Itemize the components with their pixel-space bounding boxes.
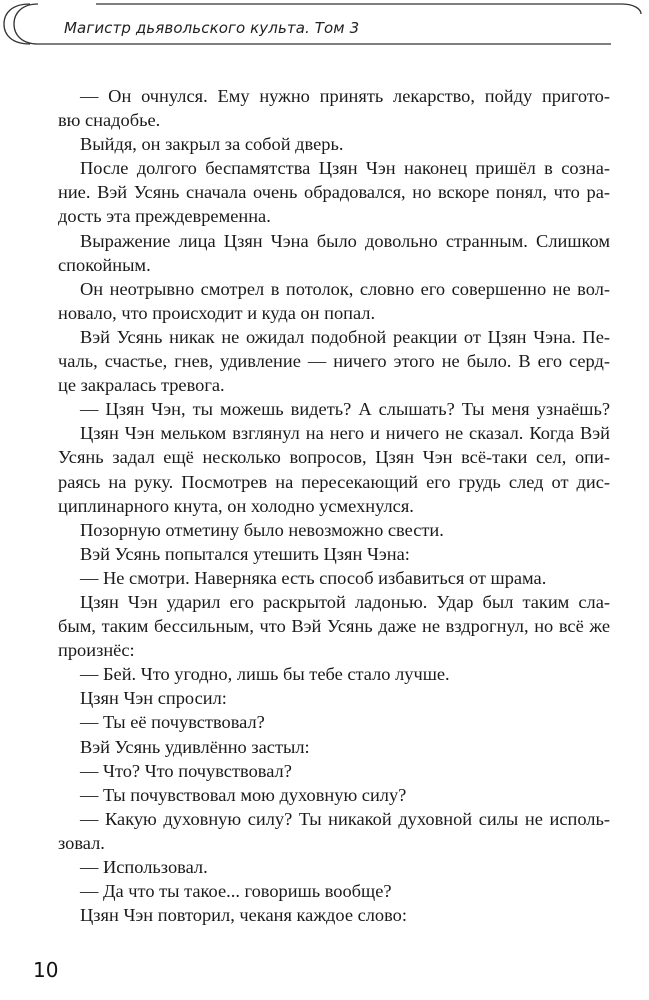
running-title: Магистр дьявольского культа. Том 3 xyxy=(64,19,360,37)
text-line: Выйдя, он закрыл за собой дверь. xyxy=(80,134,344,155)
text-line: — Не смотри. Наверняка есть способ избавиться от шрама. xyxy=(80,567,547,588)
text-line: Цзян Чэн повторил, чеканя каждое слово: xyxy=(80,905,407,926)
text-line: Цзян Чэн спросил: xyxy=(80,688,227,709)
text-line: циплинарного кнута, он холодно усмехнулся. xyxy=(58,495,414,516)
text-line: — Бей. Что угодно, лишь бы тебе стало лучше. xyxy=(80,664,450,685)
text-line: — Что? Что почувствовал? xyxy=(80,760,292,781)
text-line: це закралась тревога. xyxy=(58,375,225,396)
text-line: После долгого беспамятства Цзян Чэн наконец пришёл в созна- xyxy=(80,158,610,179)
text-line: бым, таким бессильным, что Вэй Усянь даже не вздрогнул, но всё же xyxy=(58,616,610,637)
text-line: Цзян Чэн ударил его раскрытой ладонью. Удар был таким сла- xyxy=(80,591,610,612)
text-line: зовал. xyxy=(58,832,105,853)
text-line: вю снадобье. xyxy=(58,110,161,131)
text-line: Цзян Чэн мельком взглянул на него и ничего не сказал. Когда Вэй xyxy=(80,423,610,444)
page-number: 10 xyxy=(33,958,59,982)
running-header xyxy=(0,0,649,60)
text-line: раясь на руку. Посмотрев на пересекающий его грудь след от дис- xyxy=(58,471,610,492)
text-line: Усянь задал ещё несколько вопросов, Цзян Чэн всё-таки сел, опи- xyxy=(58,447,610,468)
text-line: спокойным. xyxy=(58,254,151,275)
text-line: Он неотрывно смотрел в потолок, словно его совершенно не вол- xyxy=(80,278,610,299)
text-line: Вэй Усянь попытался утешить Цзян Чэна: xyxy=(80,543,410,564)
text-line: ние. Вэй Усянь сначала очень обрадовался, но вскоре понял, что ра- xyxy=(58,182,610,203)
text-line: — Да что ты такое... говоришь вообще? xyxy=(80,881,392,902)
text-line: — Ты её почувствовал? xyxy=(80,712,265,733)
text-line: произнёс: xyxy=(58,640,135,661)
text-line: — Какую духовную силу? Ты никакой духовной силы не исполь- xyxy=(80,808,610,829)
text-line: Вэй Усянь удивлённо застыл: xyxy=(80,736,310,757)
text-line: новало, что происходит и куда он попал. xyxy=(58,302,376,323)
text-line: — Ты почувствовал мою духовную силу? xyxy=(80,784,407,805)
body-text xyxy=(58,84,610,927)
text-line: Позорную отметину было невозможно свести. xyxy=(80,519,444,540)
text-line: чаль, счастье, гнев, удивление — ничего этого не было. В его серд- xyxy=(58,351,610,372)
text-line: Вэй Усянь никак не ожидал подобной реакции от Цзян Чэна. Пе- xyxy=(80,326,610,347)
text-line: — Он очнулся. Ему нужно принять лекарство, пойду пригото- xyxy=(80,86,610,106)
text-line: — Цзян Чэн, ты можешь видеть? А слышать? Ты меня узнаёшь? xyxy=(80,399,610,420)
text-line: — Использовал. xyxy=(80,857,208,877)
text-line: Выражение лица Цзян Чэна было довольно странным. Слишком xyxy=(80,230,610,251)
text-line: дость эта преждевременна. xyxy=(58,206,271,227)
